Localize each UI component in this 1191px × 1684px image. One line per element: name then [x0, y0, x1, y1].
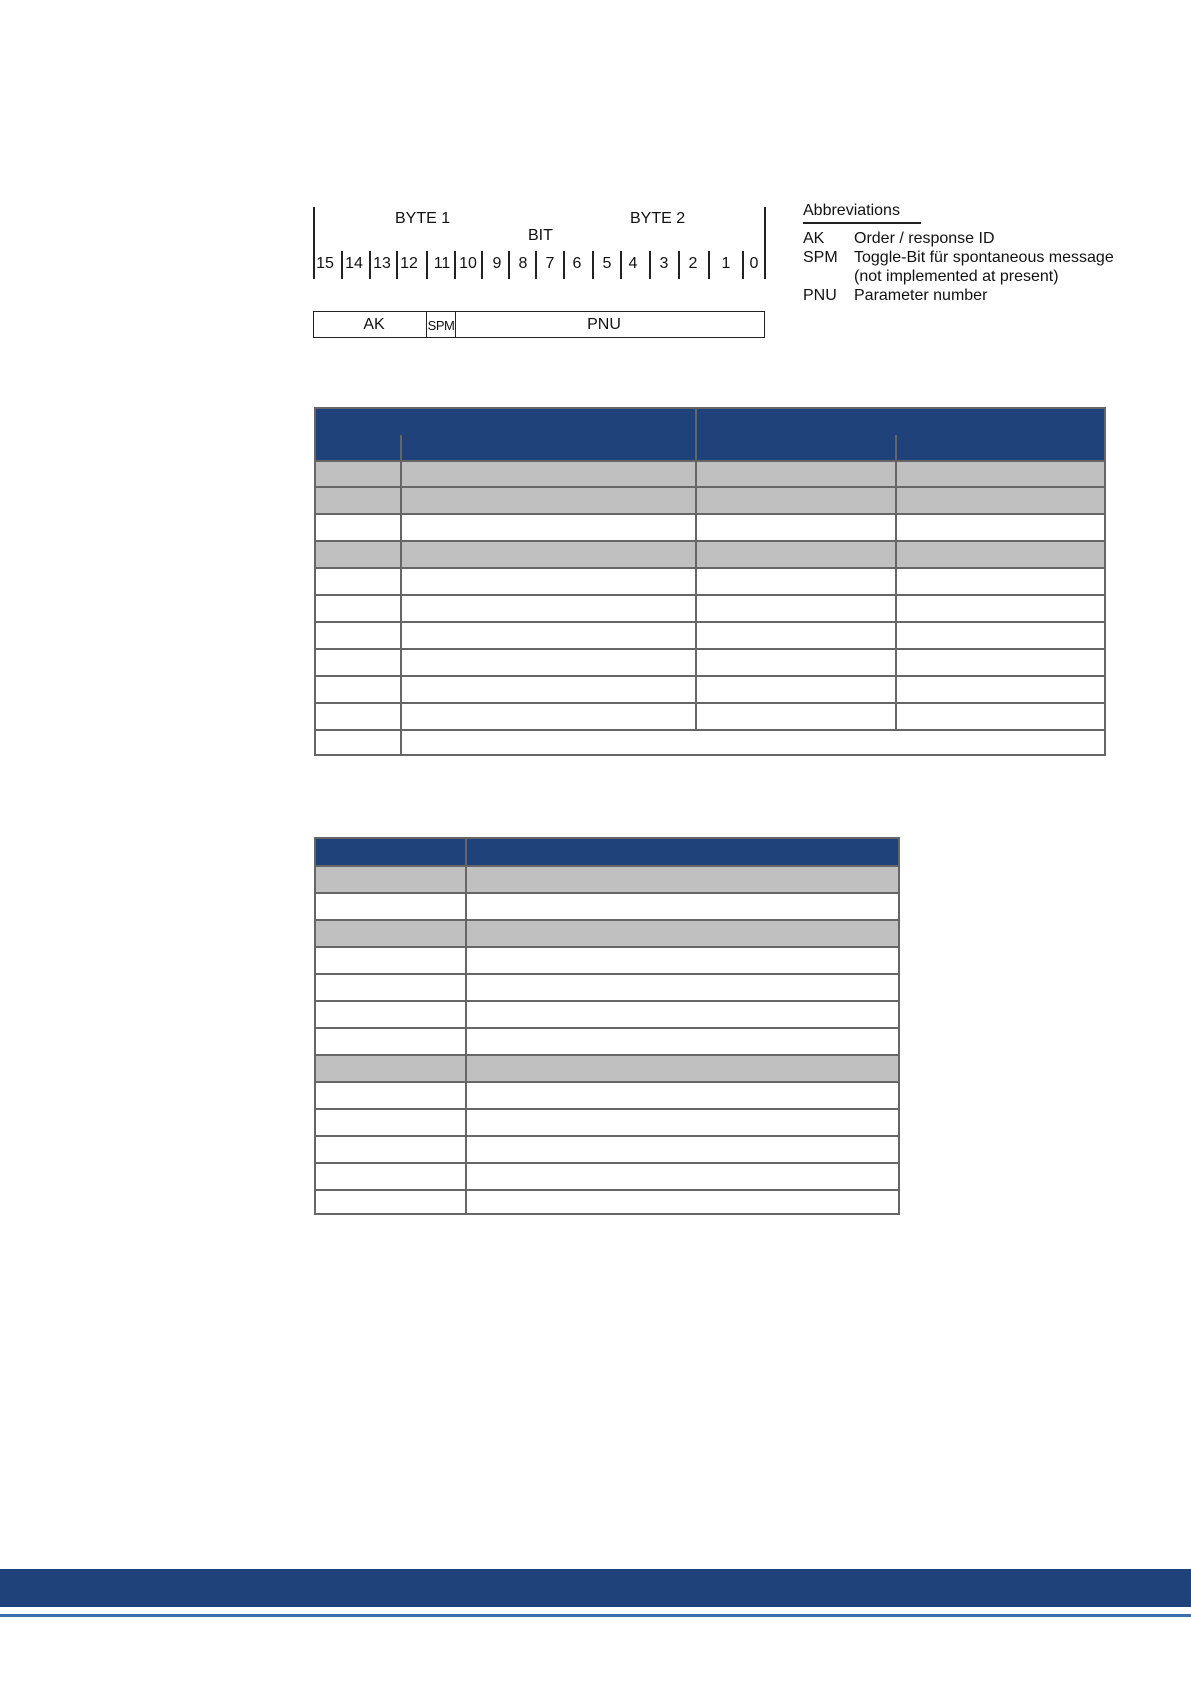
footer-line [0, 1614, 1191, 1617]
bit-number: 9 [492, 255, 502, 272]
table-row [316, 892, 898, 919]
byte2-label: BYTE 2 [630, 210, 686, 227]
bit-divider [535, 251, 537, 279]
table-row [316, 648, 1104, 675]
table-row [316, 973, 898, 1000]
abbr-value: Toggle-Bit für spontaneous message [854, 249, 1114, 266]
bit-number: 10 [459, 255, 477, 272]
bit-number: 12 [400, 255, 418, 272]
table-row-merged [316, 729, 1104, 754]
table-row [316, 1081, 898, 1108]
bit-divider [742, 251, 744, 279]
abbreviations-title: Abbreviations [803, 202, 900, 219]
bit-divider [678, 251, 680, 279]
bit-number: 8 [518, 255, 528, 272]
table-header [316, 409, 1104, 460]
field-pnu: PNU [587, 316, 621, 333]
table-row [316, 702, 1104, 729]
task-id-table [314, 407, 1106, 756]
bit-divider [563, 251, 565, 279]
bit-number: 2 [688, 255, 698, 272]
bit-number: 5 [602, 255, 612, 272]
table-row [316, 1000, 898, 1027]
bit-number: 1 [721, 255, 731, 272]
bit-divider [396, 251, 398, 279]
bit-number: 7 [545, 255, 555, 272]
byte1-label: BYTE 1 [395, 210, 451, 227]
table-row [316, 460, 1104, 486]
table-row [316, 919, 898, 946]
column-divider [400, 435, 402, 754]
bit-number: 6 [572, 255, 582, 272]
bit-number: 4 [628, 255, 638, 272]
abbr-key: AK [803, 230, 825, 247]
bit-divider [369, 251, 371, 279]
bit-divider [426, 251, 428, 279]
field-spm: SPM [427, 318, 455, 333]
field-ak: AK [363, 316, 385, 333]
bit-divider [481, 251, 483, 279]
bit-divider [508, 251, 510, 279]
bit-divider [620, 251, 622, 279]
bit-number: 13 [373, 255, 391, 272]
bit-number: 15 [316, 255, 334, 272]
bit-label: BIT [528, 227, 553, 244]
table-row [316, 540, 1104, 567]
table-row [316, 1162, 898, 1189]
table-header [316, 839, 898, 865]
table-row [316, 1189, 898, 1213]
table-row [316, 567, 1104, 594]
table-row [316, 1108, 898, 1135]
table-row [316, 486, 1104, 513]
bit-divider [649, 251, 651, 279]
diagram-right-edge [764, 207, 766, 279]
table-row [316, 1054, 898, 1081]
table-row [316, 621, 1104, 648]
abbreviations-underline [803, 222, 921, 224]
bit-divider [454, 251, 456, 279]
bit-divider [341, 251, 343, 279]
bit-number: 14 [345, 255, 363, 272]
table-row [316, 675, 1104, 702]
bit-divider [708, 251, 710, 279]
bit-divider [592, 251, 594, 279]
column-divider [895, 435, 897, 729]
error-number-table [314, 837, 900, 1215]
abbr-value: (not implemented at present) [854, 268, 1059, 285]
field-divider [455, 312, 456, 337]
column-divider [465, 839, 467, 1213]
abbr-key: SPM [803, 249, 838, 266]
abbr-value: Parameter number [854, 287, 988, 304]
bit-diagram [310, 200, 770, 350]
diagram-left-edge [313, 207, 315, 279]
parameter-id-fields [313, 311, 765, 338]
abbr-key: PNU [803, 287, 837, 304]
footer-band [0, 1569, 1191, 1607]
table-row [316, 1135, 898, 1162]
table-row [316, 946, 898, 973]
bit-number: 3 [659, 255, 669, 272]
bit-number: 0 [749, 255, 759, 272]
bit-number: 11 [433, 255, 451, 272]
column-divider [695, 409, 697, 729]
table-row [316, 865, 898, 892]
table-row [316, 1027, 898, 1054]
table-row [316, 594, 1104, 621]
abbr-value: Order / response ID [854, 230, 995, 247]
table-row [316, 513, 1104, 540]
